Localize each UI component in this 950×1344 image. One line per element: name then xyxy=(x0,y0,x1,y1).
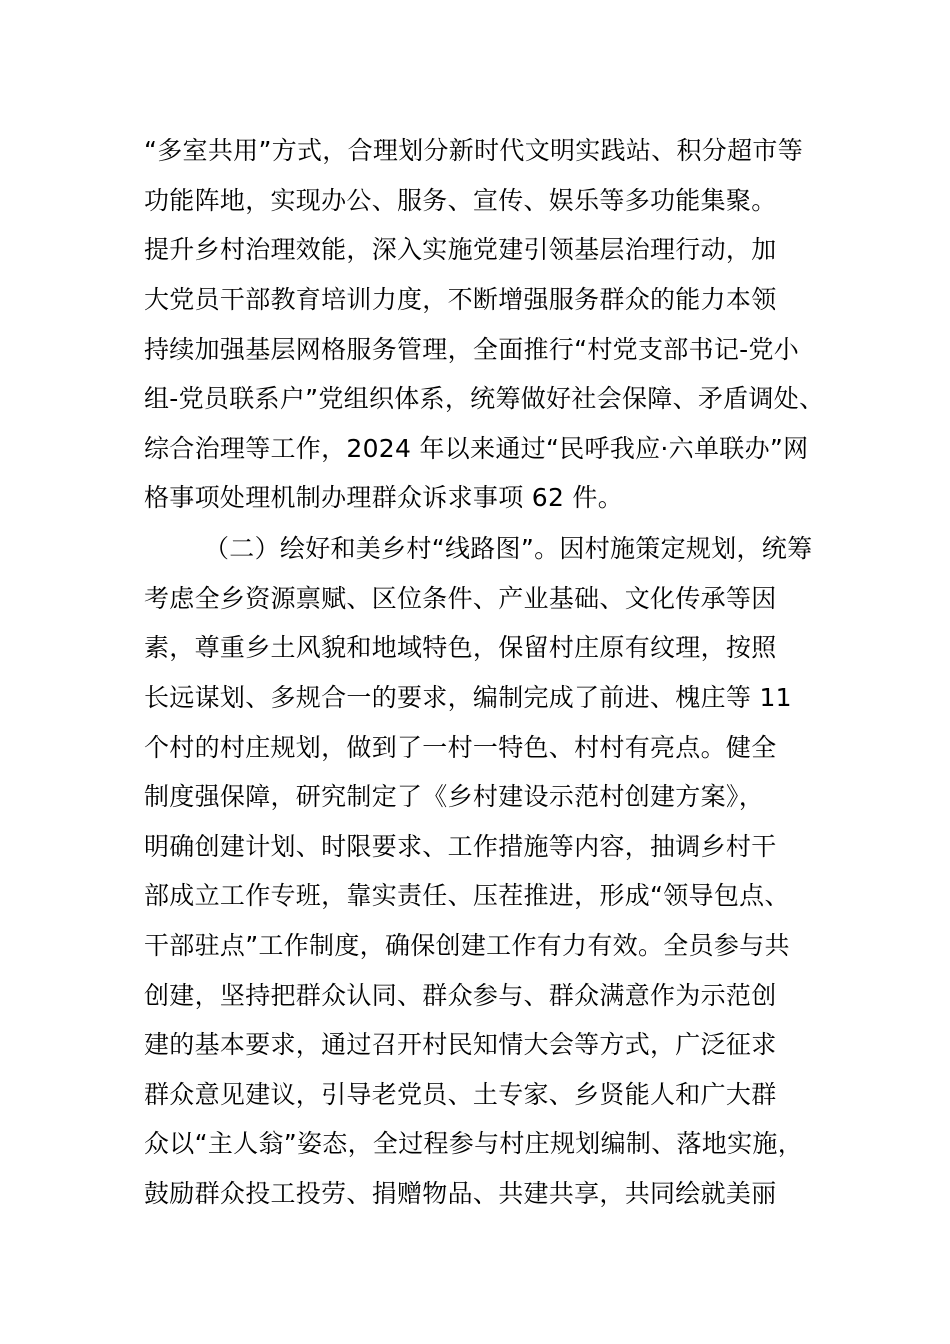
text-line: 部成立工作专班，靠实责任、压茬推进，形成“领导包点、 xyxy=(144,881,790,910)
text-line: 持续加强基层网格服务管理，全面推行“村党支部书记-党小 xyxy=(144,335,800,364)
text-line: 众以“主人翁”姿态，全过程参与村庄规划编制、落地实施， xyxy=(144,1129,804,1158)
section-heading-line: （二）绘好和美乡村“线路图”。因村施策定规划，统筹 xyxy=(204,534,813,563)
text-line: 格事项处理机制办理群众诉求事项 62 件。 xyxy=(144,483,624,512)
text-line: 综合治理等工作，2024 年以来通过“民呼我应·六单联办”网 xyxy=(144,434,809,463)
text-line: 建的基本要求，通过召开村民知情大会等方式，广泛征求 xyxy=(144,1030,777,1059)
text-line: 明确创建计划、时限要求、工作措施等内容，抽调乡村干 xyxy=(144,832,777,861)
text-line: “多室共用”方式，合理划分新时代文明实践站、积分超市等 xyxy=(144,136,804,165)
text-line: 制度强保障，研究制定了《乡村建设示范村创建方案》， xyxy=(144,782,765,811)
text-line: 长远谋划、多规合一的要求，编制完成了前进、槐庄等 11 xyxy=(144,683,792,712)
text-line: 考虑全乡资源禀赋、区位条件、产业基础、文化传承等因 xyxy=(144,584,777,613)
text-line: 个村的村庄规划，做到了一村一特色、村村有亮点。健全 xyxy=(144,733,777,762)
text-line: 组-党员联系户”党组织体系，统筹做好社会保障、矛盾调处、 xyxy=(144,384,825,413)
text-line: 素，尊重乡土风貌和地域特色，保留村庄原有纹理，按照 xyxy=(144,633,777,662)
text-line: 大党员干部教育培训力度，不断增强服务群众的能力本领 xyxy=(144,285,777,314)
text-line: 提升乡村治理效能，深入实施党建引领基层治理行动，加 xyxy=(144,235,777,264)
text-line: 鼓励群众投工投劳、捐赠物品、共建共享，共同绘就美丽 xyxy=(144,1179,777,1208)
text-line: 功能阵地，实现办公、服务、宣传、娱乐等多功能集聚。 xyxy=(144,186,777,215)
text-line: 创建，坚持把群众认同、群众参与、群众满意作为示范创 xyxy=(144,981,777,1010)
text-line: 群众意见建议，引导老党员、土专家、乡贤能人和广大群 xyxy=(144,1080,777,1109)
text-line: 干部驻点”工作制度，确保创建工作有力有效。全员参与共 xyxy=(144,931,790,960)
